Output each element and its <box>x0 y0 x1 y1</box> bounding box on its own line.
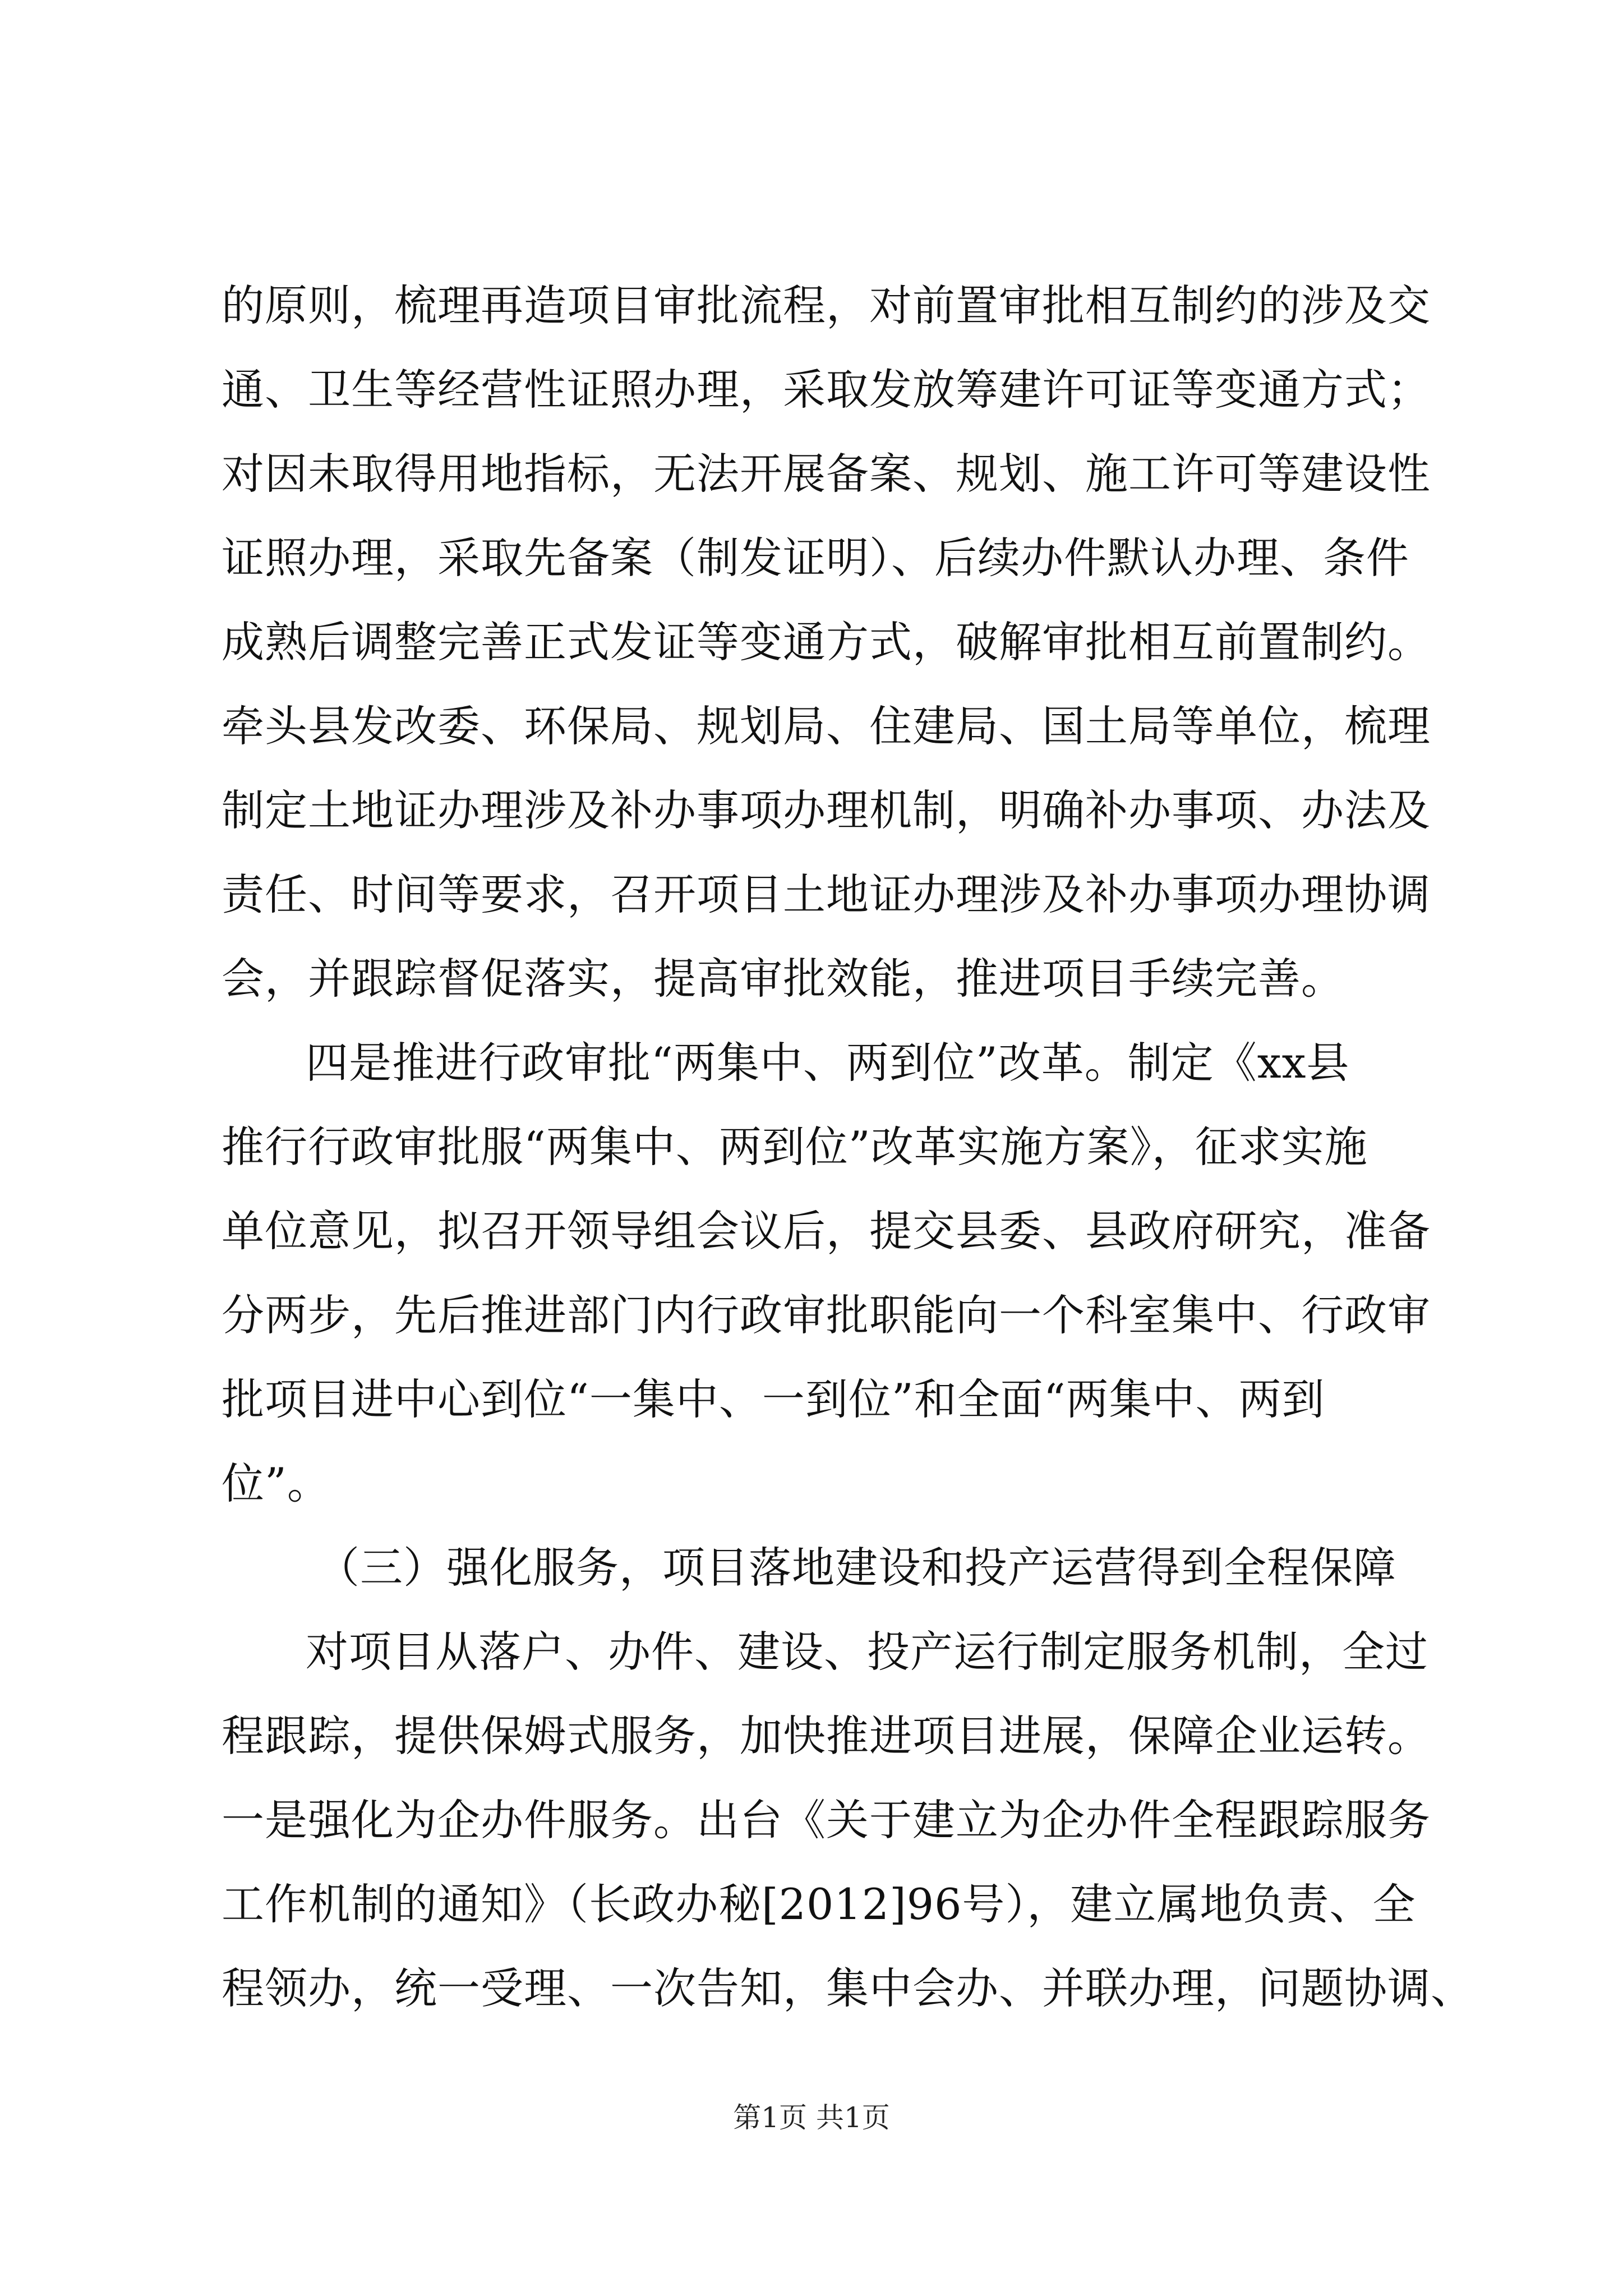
body-line-2: 通、卫生等经营性证照办理，采取发放筹建许可证等变通方式； <box>222 365 1431 415</box>
body-line-9: 会，并跟踪督促落实，提高审批效能，推进项目手续完善。 <box>222 954 1344 1004</box>
paragraph-start-line: 对项目从落户、办件、建设、投产运行制定服务机制，全过 <box>306 1627 1428 1677</box>
body-line-5: 成熟后调整完善正式发证等变通方式，破解审批相互前置制约。 <box>222 617 1431 667</box>
body-line-8: 责任、时间等要求，召开项目土地证办理涉及补办事项办理协调 <box>222 869 1431 919</box>
body-line-18: 程跟踪，提供保姆式服务，加快推进项目进展，保障企业运转。 <box>222 1711 1431 1761</box>
paragraph-start-line: 四是推进行政审批“两集中、两到位”改革。制定《xx县 <box>306 1038 1350 1088</box>
body-line-19: 一是强化为企办件服务。出台《关于建立为企办件全程跟踪服务 <box>222 1795 1431 1845</box>
page-number-label: 第1页 共1页 <box>733 2101 890 2134</box>
body-line-3: 对因未取得用地指标，无法开展备案、规划、施工许可等建设性 <box>222 449 1431 499</box>
body-line-6: 牵头县发改委、环保局、规划局、住建局、国土局等单位，梳理 <box>222 701 1431 751</box>
body-line-11: 推行行政审批服“两集中、两到位”改革实施方案》，征求实施 <box>222 1122 1368 1172</box>
body-line-20: 工作机制的通知》（长政办秘[2012]96号），建立属地负责、全 <box>222 1879 1416 1929</box>
body-line-12: 单位意见，拟召开领导组会议后，提交县委、县政府研究，准备 <box>222 1206 1431 1256</box>
page-footer <box>0 2101 1623 2134</box>
body-line-4: 证照办理，采取先备案（制发证明）、后续办件默认办理、条件 <box>222 533 1409 583</box>
section-heading: （三）强化服务，项目落地建设和投产运营得到全程保障 <box>317 1543 1396 1593</box>
body-line-21: 程领办，统一受理、一次告知，集中会办、并联办理，问题协调、 <box>222 1963 1474 2013</box>
body-line-7: 制定土地证办理涉及补办事项办理机制，明确补办事项、办法及 <box>222 785 1431 835</box>
document-body <box>222 264 1474 2031</box>
body-line-14: 批项目进中心到位“一集中、一到位”和全面“两集中、两到 <box>222 1374 1325 1424</box>
body-line-13: 分两步，先后推进部门内行政审批职能向一个科室集中、行政审 <box>222 1290 1431 1340</box>
body-line-1: 的原则，梳理再造项目审批流程，对前置审批相互制约的涉及交 <box>222 280 1431 330</box>
body-line-15: 位”。 <box>222 1458 330 1508</box>
